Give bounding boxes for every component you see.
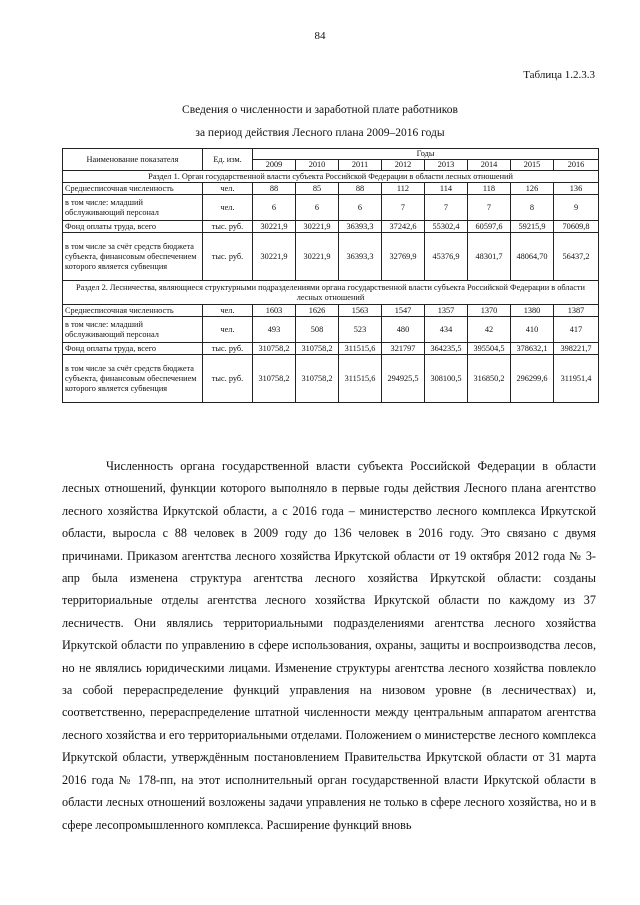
- value-cell: 48301,7: [468, 233, 511, 281]
- table-row: [63, 183, 599, 195]
- value-cell: 42: [468, 317, 511, 343]
- value-cell: 398221,7: [554, 343, 599, 355]
- section-2-title: Раздел 2. Лесничества, являющиеся структурными подразделениями органа государственной власти субъекта Российской Федерации в области лесных отношений: [63, 281, 599, 305]
- year-cell: 2009: [253, 160, 296, 171]
- row-unit: чел.: [203, 317, 253, 343]
- row-unit: тыс. руб.: [203, 355, 253, 403]
- value-cell: 48064,70: [511, 233, 554, 281]
- value-cell: 36393,3: [339, 221, 382, 233]
- row-unit: тыс. руб.: [203, 343, 253, 355]
- value-cell: 1370: [468, 305, 511, 317]
- table-row: [63, 195, 599, 221]
- value-cell: 434: [425, 317, 468, 343]
- year-cell: 2011: [339, 160, 382, 171]
- year-cell: 2016: [554, 160, 599, 171]
- value-cell: 508: [296, 317, 339, 343]
- value-cell: 55302,4: [425, 221, 468, 233]
- value-cell: 417: [554, 317, 599, 343]
- value-cell: 30221,9: [296, 233, 339, 281]
- value-cell: 310758,2: [296, 343, 339, 355]
- value-cell: 310758,2: [253, 355, 296, 403]
- row-name: в том числе за счёт средств бюджета субъекта, финансовым обеспечением которого является субвенция: [63, 355, 203, 403]
- table-row: [63, 317, 599, 343]
- table-row: [63, 221, 599, 233]
- body-paragraph: Численность органа государственной власти субъекта Российской Федерации в области лесных отношений, функции которого выполняло в первые годы действия Лесного плана агентство лесного хозяйства Иркутской области, а с 2016 года – министерство лесного комплекса Иркутской области, выросла с 88 человек в 2009 году до 136 человек в 2016 году. Это связано с двумя причинами. Приказом агентства лесного хозяйства Иркутской области от 19 октября 2012 года № 3-апр была изменена структура агентства лесного хозяйства Иркутской области: созданы территориальные отделы агентства лесного хозяйства Иркутской области по каждому из 37 лесничеств. Они являлись территориальными подразделениями агентства лесного хозяйства Иркутской области по управлению в сфере использования, охраны, защиты и воспроизводства лесов, но не являлись юридическими лицами. Изменение структуры агентства лесного хозяйства повлекло за собой перераспределение функций управления на низовом уровне (в лесничествах) и, соответственно, перераспределение штатной численности между центральным аппаратом агентства лесного хозяйства и его территориальными отделами. Положением о министерстве лесного комплекса Иркутской области, утверждённым постановлением Правительства Иркутской области от 31 марта 2016 года № 178-пп, на этот исполнительный орган государственной власти Иркутской области в области лесных отношений возложены задачи управления не только в сфере лесного хозяйства, но и в сфере лесопромышленного комплекса. Расширение функций вновь: [62, 459, 596, 832]
- value-cell: 6: [253, 195, 296, 221]
- value-cell: 364235,5: [425, 343, 468, 355]
- year-cell: 2013: [425, 160, 468, 171]
- value-cell: 310758,2: [253, 343, 296, 355]
- value-cell: 32769,9: [382, 233, 425, 281]
- value-cell: 310758,2: [296, 355, 339, 403]
- value-cell: 37242,6: [382, 221, 425, 233]
- row-name: Среднесписочная численность: [63, 305, 203, 317]
- value-cell: 1626: [296, 305, 339, 317]
- value-cell: 6: [339, 195, 382, 221]
- header-indicator-name: Наименование показателя: [63, 149, 203, 171]
- value-cell: 88: [339, 183, 382, 195]
- value-cell: 378632,1: [511, 343, 554, 355]
- value-cell: 1357: [425, 305, 468, 317]
- table-row: [63, 305, 599, 317]
- value-cell: 1547: [382, 305, 425, 317]
- value-cell: 8: [511, 195, 554, 221]
- value-cell: 60597,6: [468, 221, 511, 233]
- year-cell: 2010: [296, 160, 339, 171]
- value-cell: 36393,3: [339, 233, 382, 281]
- row-unit: чел.: [203, 305, 253, 317]
- value-cell: 311515,6: [339, 343, 382, 355]
- value-cell: 1387: [554, 305, 599, 317]
- row-unit: чел.: [203, 195, 253, 221]
- row-unit: чел.: [203, 183, 253, 195]
- row-name: в том числе: младший обслуживающий персонал: [63, 317, 203, 343]
- row-name: Среднесписочная численность: [63, 183, 203, 195]
- year-cell: 2012: [382, 160, 425, 171]
- staff-salary-table: [62, 148, 599, 403]
- value-cell: 493: [253, 317, 296, 343]
- row-name: в том числе: младший обслуживающий персонал: [63, 195, 203, 221]
- row-name: Фонд оплаты труда, всего: [63, 221, 203, 233]
- table-title-line-2: за период действия Лесного плана 2009–2016 годы: [195, 127, 445, 139]
- row-unit: тыс. руб.: [203, 221, 253, 233]
- page-number: 84: [314, 30, 326, 42]
- value-cell: 85: [296, 183, 339, 195]
- value-cell: 311951,4: [554, 355, 599, 403]
- value-cell: 296299,6: [511, 355, 554, 403]
- value-cell: 523: [339, 317, 382, 343]
- value-cell: 112: [382, 183, 425, 195]
- value-cell: 7: [425, 195, 468, 221]
- table-row: [63, 355, 599, 403]
- value-cell: 410: [511, 317, 554, 343]
- year-cell: 2014: [468, 160, 511, 171]
- value-cell: 308100,5: [425, 355, 468, 403]
- value-cell: 126: [511, 183, 554, 195]
- value-cell: 7: [468, 195, 511, 221]
- value-cell: 56437,2: [554, 233, 599, 281]
- section-1-title: Раздел 1. Орган государственной власти субъекта Российской Федерации в области лесных отношений: [63, 171, 599, 183]
- value-cell: 395504,5: [468, 343, 511, 355]
- row-unit: тыс. руб.: [203, 233, 253, 281]
- header-row: [63, 149, 599, 160]
- header-years: Годы: [253, 149, 599, 160]
- value-cell: 30221,9: [253, 221, 296, 233]
- value-cell: 311515,6: [339, 355, 382, 403]
- row-name: Фонд оплаты труда, всего: [63, 343, 203, 355]
- table-row: [63, 343, 599, 355]
- value-cell: 321797: [382, 343, 425, 355]
- value-cell: 316850,2: [468, 355, 511, 403]
- section-1-row: [63, 171, 599, 183]
- table-label: Таблица 1.2.3.3: [523, 69, 595, 81]
- value-cell: 294925,5: [382, 355, 425, 403]
- value-cell: 1603: [253, 305, 296, 317]
- value-cell: 480: [382, 317, 425, 343]
- value-cell: 118: [468, 183, 511, 195]
- year-cell: 2015: [511, 160, 554, 171]
- section-2-row: [63, 281, 599, 305]
- value-cell: 30221,9: [253, 233, 296, 281]
- row-name: в том числе за счёт средств бюджета субъекта, финансовым обеспечением которого является субвенция: [63, 233, 203, 281]
- value-cell: 30221,9: [296, 221, 339, 233]
- value-cell: 7: [382, 195, 425, 221]
- header-unit: Ед. изм.: [203, 149, 253, 171]
- value-cell: 9: [554, 195, 599, 221]
- value-cell: 59215,9: [511, 221, 554, 233]
- value-cell: 114: [425, 183, 468, 195]
- value-cell: 6: [296, 195, 339, 221]
- value-cell: 88: [253, 183, 296, 195]
- table-title: [0, 99, 640, 145]
- value-cell: 1380: [511, 305, 554, 317]
- value-cell: 70609,8: [554, 221, 599, 233]
- value-cell: 136: [554, 183, 599, 195]
- table-title-line-1: Сведения о численности и заработной плате работников: [182, 104, 458, 116]
- table-row: [63, 233, 599, 281]
- value-cell: 45376,9: [425, 233, 468, 281]
- value-cell: 1563: [339, 305, 382, 317]
